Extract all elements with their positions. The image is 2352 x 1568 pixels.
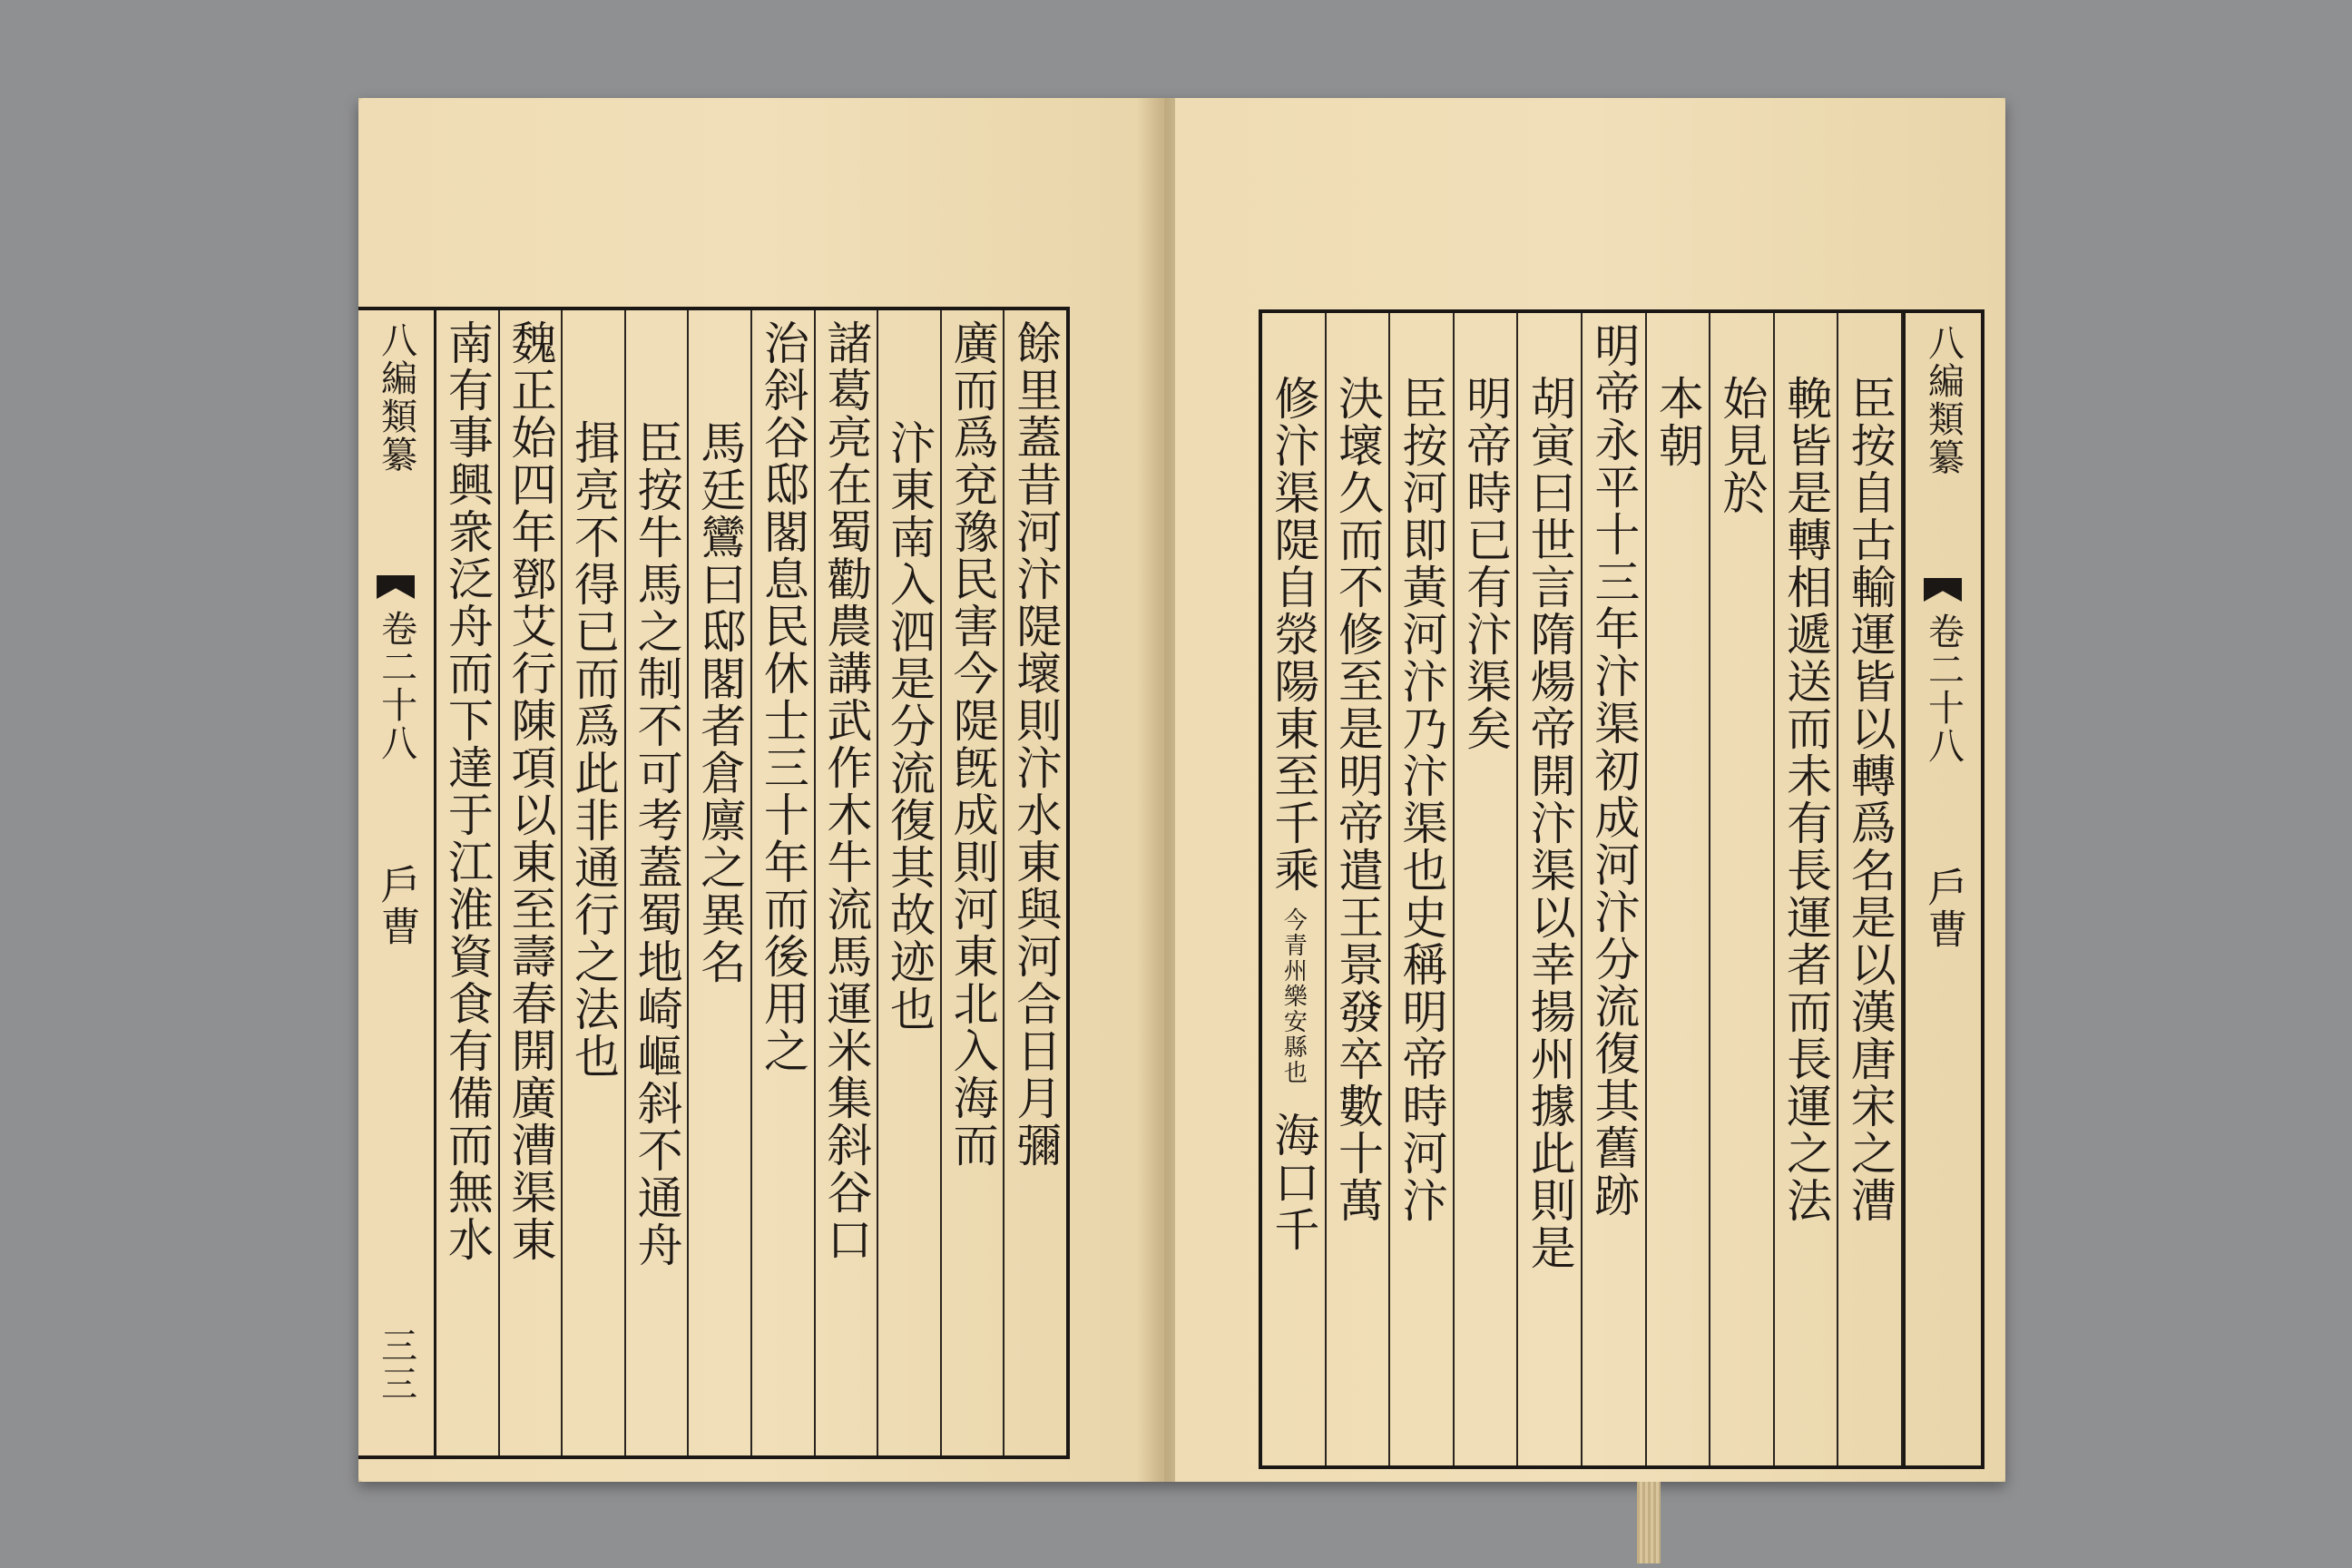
column-text: 始見於 [1715,375,1769,516]
left-columns [358,310,1066,1455]
column-text: 汴東南入泗是分流復其故迹也 [883,419,936,1033]
banxin-volume: 卷二十八 [375,610,417,762]
text-column [878,310,942,1455]
column-text: 臣按河即黃河汴乃汴渠也史稱明帝時河汴 [1395,375,1448,1224]
banxin-section: 戶曹 [373,864,420,947]
text-column [752,310,816,1455]
left-page [358,98,1164,1482]
text-column [942,310,1005,1455]
column-text: 臣按自古輸運皆以轉爲名是以漢唐宋之漕 [1843,375,1896,1224]
column-text: 餘里蓋昔河汴隄壞則汴水東與河合日月彌 [1009,319,1063,1169]
banxin-volume: 卷二十八 [1922,612,1965,765]
text-column [689,310,752,1455]
text-column [1327,313,1391,1465]
text-column [1262,313,1327,1465]
column-text: 魏正始四年鄧艾行陳項以東至壽春開廣漕渠東 [504,319,557,1263]
column-text: 胡寅曰世言隋煬帝開汴渠以幸揚州據此則是 [1523,375,1576,1271]
text-column [1775,313,1839,1465]
text-column [563,310,626,1455]
text-column [1518,313,1583,1465]
right-columns [1262,313,1981,1465]
page-number: 三三 [375,1327,417,1403]
text-column [1583,313,1647,1465]
text-column [1004,310,1066,1455]
right-page [1175,98,2005,1482]
text-column [500,310,564,1455]
left-text-frame [358,307,1070,1459]
column-text: 輓皆是轉相遞送而未有長運者而長運之法 [1779,375,1833,1224]
text-column [436,310,500,1455]
fishtail-ornament [377,575,415,599]
interlinear-note: 今青州樂安縣也 [1279,907,1308,1085]
column-text-tail: 海口千 [1267,1112,1320,1253]
right-text-frame [1259,309,1984,1469]
column-text: 揖亮不得已而爲此非通行之法也 [567,419,621,1080]
column-text: 修汴渠隄自滎陽東至千乘 [1267,375,1320,894]
column-text: 諸葛亮在蜀勸農講武作木牛流馬運米集斜谷口 [819,319,873,1263]
text-column [816,310,879,1455]
column-text: 本朝 [1651,375,1704,469]
text-column [1710,313,1775,1465]
text-column [1390,313,1455,1465]
column-text: 治斜谷邸閣息民休士三十年而後用之 [756,319,809,1074]
text-column [1455,313,1519,1465]
block-center-margin [1903,313,1981,1465]
text-column [626,310,690,1455]
column-text: 廣而爲兗豫民害今隄旣成則河東北入海而 [946,319,999,1169]
block-center-margin [358,310,436,1455]
column-text: 決壞久而不修至是明帝遣王景發卒數十萬 [1330,375,1384,1224]
banxin-section: 戶曹 [1920,867,1967,950]
banxin-title: 八編類纂 [1922,324,1965,476]
banxin-title: 八編類纂 [375,321,417,474]
column-text: 明帝永平十三年汴渠初成河汴分流復其舊跡 [1587,322,1641,1219]
column-text: 南有事興衆泛舟而下達于江淮資食有備而無水 [440,319,494,1263]
text-column [1838,313,1903,1465]
column-text: 明帝時已有汴渠矣 [1459,375,1513,752]
open-book [358,98,2005,1482]
column-text: 臣按牛馬之制不可考蓋蜀地崎嶇斜不通舟 [630,419,683,1269]
column-text: 馬廷鸞曰邸閣者倉廪之異名 [693,419,747,985]
fishtail-ornament [1924,578,1962,602]
text-column [1647,313,1711,1465]
